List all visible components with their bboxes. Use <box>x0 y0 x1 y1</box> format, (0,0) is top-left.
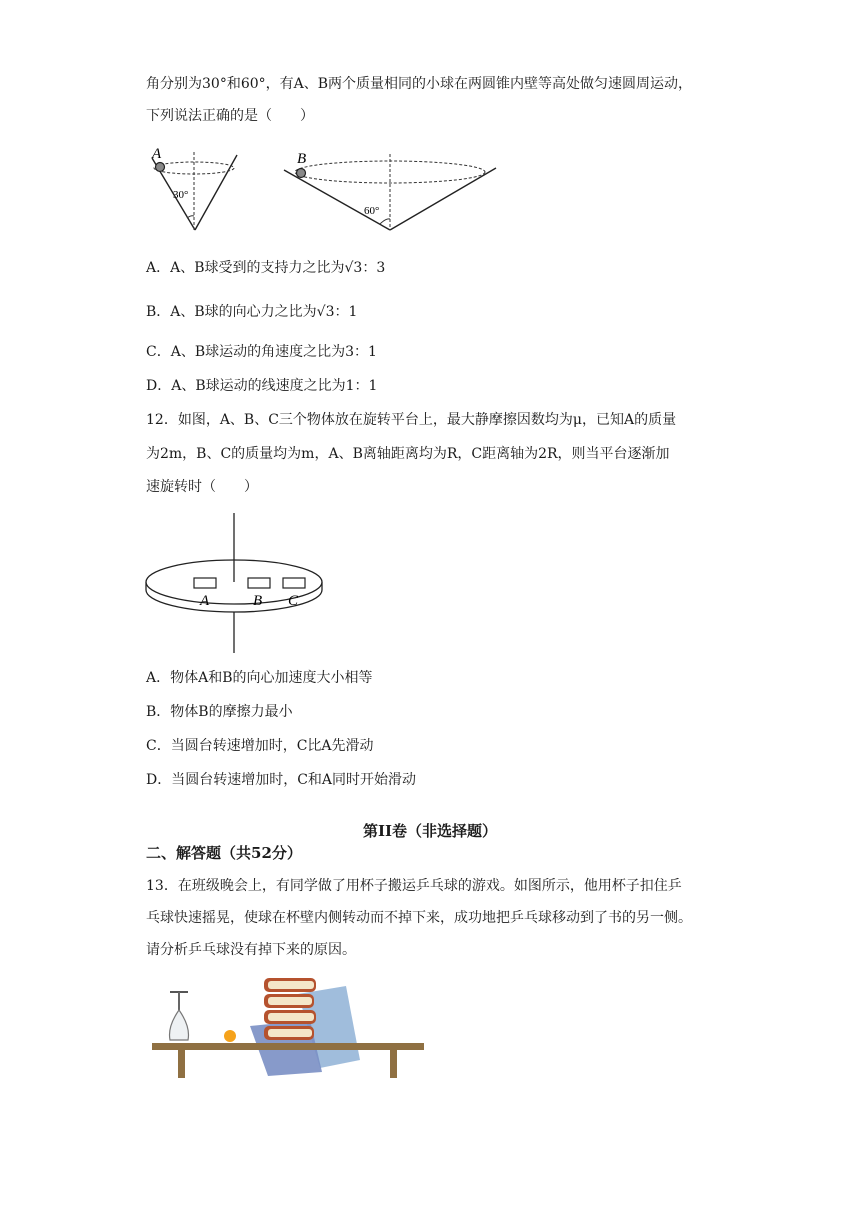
ball-b-label: B <box>297 151 307 167</box>
part-title: 第II卷（非选择题） <box>362 822 498 840</box>
q13-stem-line2: 乓球快速摇晃，使球在杯壁内侧转动而不掉下来，成功地把乒乓球移动到了书的另一侧。 <box>146 910 692 926</box>
angle-b-label: 60° <box>364 205 380 217</box>
ball-a-label: A <box>152 146 162 162</box>
q11-option-d: D．A、B球运动的线速度之比为1：1 <box>146 378 378 394</box>
q12-platform-figure <box>140 510 340 658</box>
ping-pong-ball <box>224 1030 236 1042</box>
block-a-label: A <box>200 593 210 609</box>
ball-b <box>297 169 306 178</box>
block-a <box>194 578 216 588</box>
table-leg-right <box>390 1050 397 1078</box>
q12-option-c: C．当圆台转速增加时，C比A先滑动 <box>146 738 374 754</box>
q11-cones-figure <box>140 140 510 240</box>
block-c-label: C <box>288 593 299 609</box>
q12-option-d: D．当圆台转速增加时，C和A同时开始滑动 <box>146 772 417 788</box>
q11-option-a: A．A、B球受到的支持力之比为√3：3 <box>146 260 386 276</box>
q11-option-b: B．A、B球的向心力之比为√3：1 <box>146 304 358 320</box>
q12-option-b: B．物体B的摩擦力最小 <box>146 704 293 720</box>
q12-stem-line3: 速旋转时（ ） <box>146 479 258 495</box>
cone-b <box>284 151 496 230</box>
q12-option-a: A．物体A和B的向心加速度大小相等 <box>146 670 373 686</box>
q11-option-c: C．A、B球运动的角速度之比为3：1 <box>146 344 377 360</box>
table-top <box>152 1043 424 1050</box>
angle-a-label: 30° <box>173 189 189 201</box>
q13-stem-line1: 13．在班级晚会上，有同学做了用杯子搬运乒乓球的游戏。如图所示，他用杯子扣住乒 <box>146 878 682 894</box>
glass <box>169 992 188 1040</box>
q13-table-figure <box>150 972 430 1082</box>
ball-a <box>156 163 165 172</box>
cone-a <box>151 146 237 230</box>
q11-stem-line1: 角分别为30°和60°，有A、B两个质量相同的小球在两圆锥内壁等高处做匀速圆周运动， <box>146 76 693 92</box>
q13-stem-line3: 请分析乒乓球没有掉下来的原因。 <box>146 942 356 958</box>
q11-stem-line2: 下列说法正确的是（ ） <box>146 108 314 124</box>
q12-stem-line2: 为2m，B、C的质量均为m，A、B离轴距离均为R，C距离轴为2R，则当平台逐渐加 <box>146 446 670 462</box>
block-b-label: B <box>253 593 263 609</box>
section-heading: 二、解答题（共52分） <box>146 844 302 862</box>
table-leg-left <box>178 1050 185 1078</box>
q12-stem-line1: 12．如图，A、B、C三个物体放在旋转平台上，最大静摩擦因数均为μ，已知A的质量 <box>146 412 677 428</box>
block-b <box>248 578 270 588</box>
block-c <box>283 578 305 588</box>
